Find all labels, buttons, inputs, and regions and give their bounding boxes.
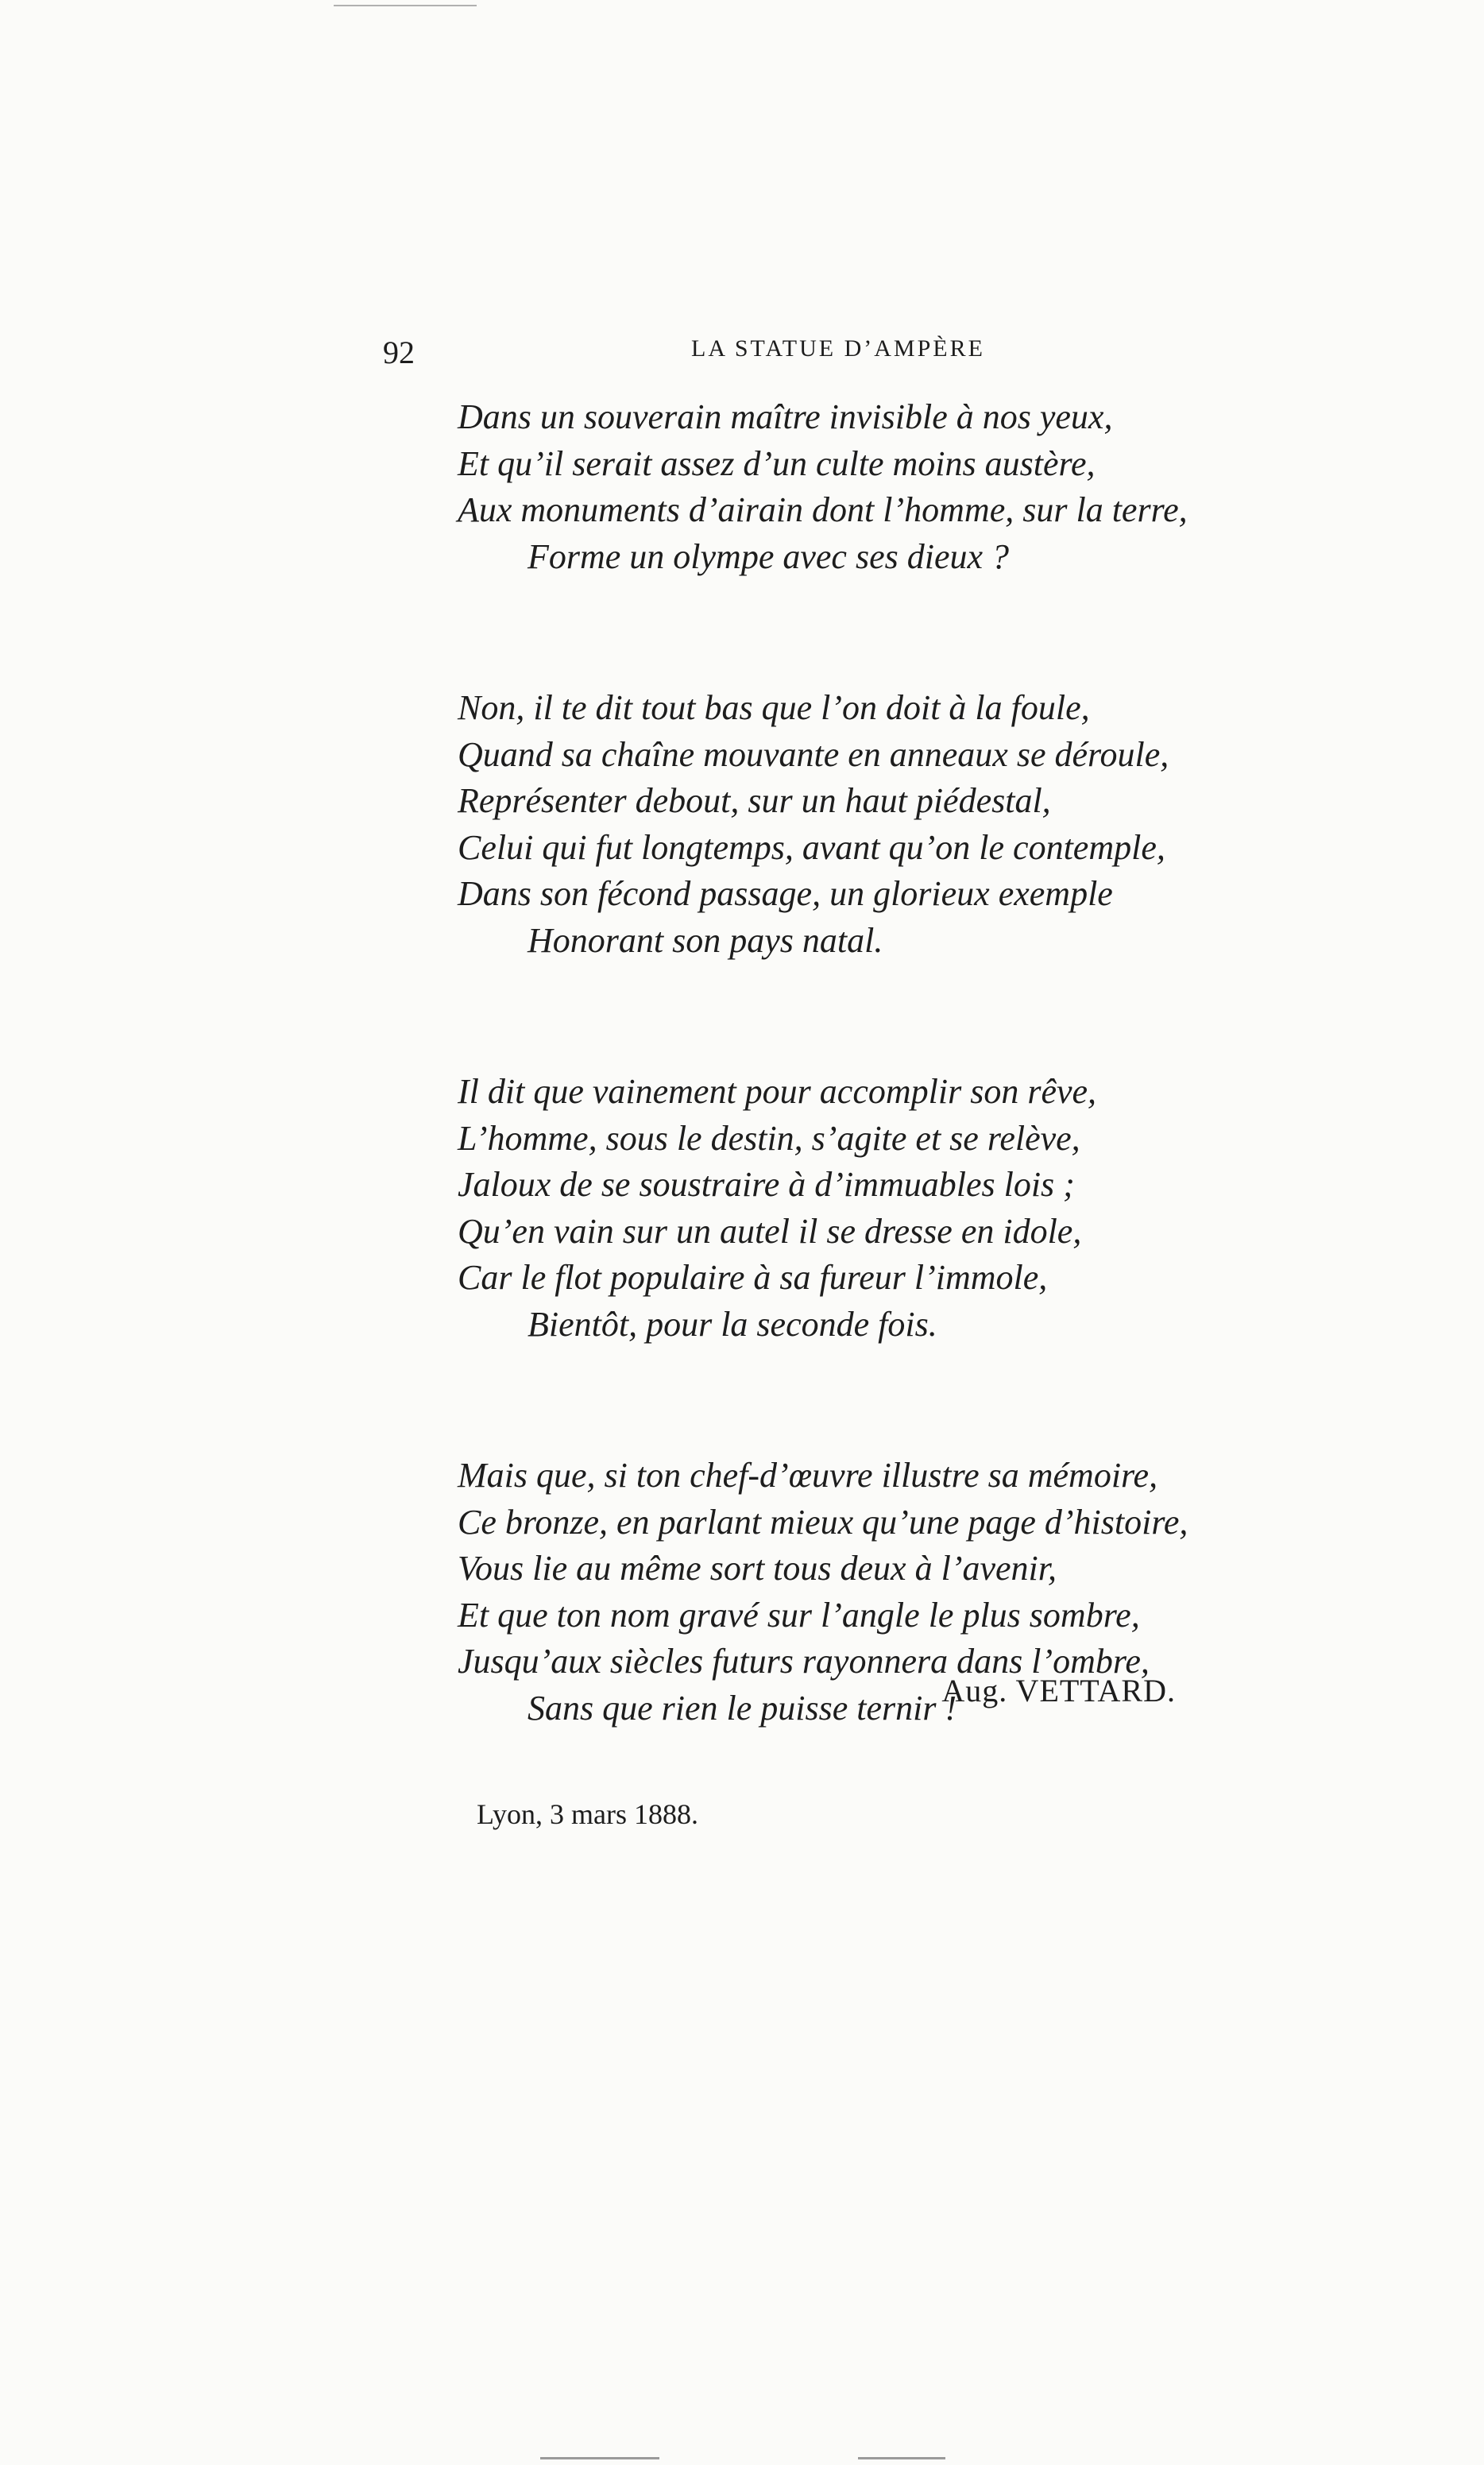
stanza-3 bbox=[458, 1069, 1252, 1348]
author-signature: Aug. VETTARD. bbox=[941, 1673, 1176, 1708]
dateline: Lyon, 3 mars 1888. bbox=[477, 1798, 698, 1830]
page-edge-mark-top bbox=[334, 5, 477, 6]
poem-line: Quand sa chaîne mouvante en anneaux se déroule, bbox=[458, 734, 1169, 774]
poem-line: Représenter debout, sur un haut piédestal, bbox=[458, 781, 1051, 820]
poem-line-refrain: Sans que rien le puisse ternir ! bbox=[528, 1688, 957, 1728]
running-head: LA STATUE D’AMPÈRE bbox=[691, 335, 985, 362]
poem-line-refrain: Bientôt, pour la seconde fois. bbox=[528, 1304, 937, 1344]
poem-line: Aux monuments d’airain dont l’homme, sur la terre, bbox=[458, 490, 1188, 529]
poem-line: Ce bronze, en parlant mieux qu’une page d’histoire, bbox=[458, 1502, 1188, 1542]
page-edge-mark-bottom bbox=[858, 2457, 945, 2459]
poem-line-refrain: Forme un olympe avec ses dieux ? bbox=[528, 536, 1010, 576]
page-edge-mark-bottom bbox=[540, 2457, 659, 2459]
stanza-1 bbox=[458, 394, 1252, 580]
poem-line: L’homme, sous le destin, s’agite et se relève, bbox=[458, 1118, 1080, 1158]
poem-line: Mais que, si ton chef-d’œuvre illustre sa mémoire, bbox=[458, 1456, 1158, 1495]
stanza-2 bbox=[458, 685, 1252, 964]
poem bbox=[458, 394, 1252, 1836]
poem-line: Dans son fécond passage, un glorieux exemple bbox=[458, 874, 1113, 913]
poem-line: Qu’en vain sur un autel il se dresse en idole, bbox=[458, 1211, 1082, 1251]
poem-line: Il dit que vainement pour accomplir son rêve, bbox=[458, 1072, 1097, 1111]
page-number: 92 bbox=[383, 335, 415, 370]
poem-line: Celui qui fut longtemps, avant qu’on le contemple, bbox=[458, 827, 1165, 867]
poem-line: Dans un souverain maître invisible à nos yeux, bbox=[458, 397, 1113, 436]
poem-line: Vous lie au même sort tous deux à l’avenir, bbox=[458, 1549, 1057, 1588]
poem-line: Et qu’il serait assez d’un culte moins austère, bbox=[458, 443, 1096, 483]
poem-line: Et que ton nom gravé sur l’angle le plus sombre, bbox=[458, 1595, 1140, 1635]
poem-line: Non, il te dit tout bas que l’on doit à la foule, bbox=[458, 688, 1090, 727]
poem-line: Car le flot populaire à sa fureur l’immole, bbox=[458, 1258, 1048, 1297]
poem-line-refrain: Honorant son pays natal. bbox=[528, 920, 883, 960]
poem-line: Jusqu’aux siècles futurs rayonnera dans l’ombre, bbox=[458, 1642, 1150, 1681]
poem-line: Jaloux de se soustraire à d’immuables lois ; bbox=[458, 1165, 1075, 1204]
